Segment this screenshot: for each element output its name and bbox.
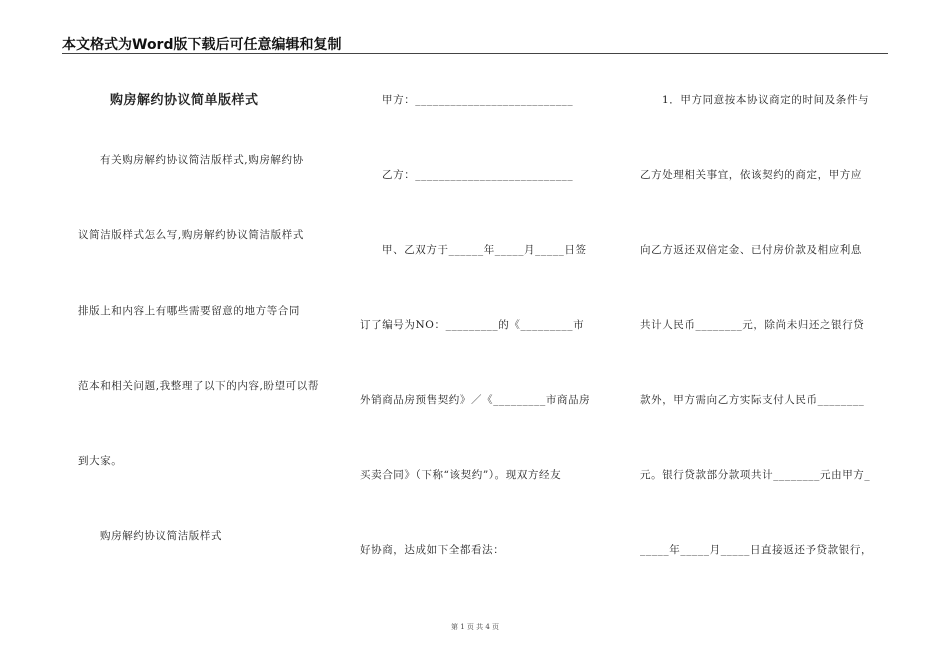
- column2-line: 外销商品房预售契约》／《_________市商品房: [360, 394, 591, 406]
- column3-line: 元。银行贷款部分款项共计________元由甲方_: [640, 469, 871, 481]
- column2-line: 订了编号为NO：_________的《_________市: [360, 319, 585, 331]
- column3-line: _____年_____月_____日直接返还予贷款银行，: [640, 544, 873, 556]
- header-divider: [62, 53, 888, 54]
- page-number-footer: 第 1 页 共 4 页: [450, 623, 500, 631]
- column2-line: 好协商，达成如下全都看法：: [360, 544, 505, 556]
- column2-line: 买卖合同》（下称“该契约”）。现双方经友: [360, 469, 562, 481]
- document-banner: 本文格式为Word版下载后可任意编辑和复制: [62, 37, 342, 53]
- column1-line: 购房解约协议简洁版样式: [100, 530, 223, 542]
- column1-line: 范本和相关问题,我整理了以下的内容,盼望可以帮: [78, 380, 319, 392]
- column2-line: 甲方：___________________________: [382, 94, 574, 106]
- document-title: 购房解约协议简单版样式: [110, 93, 259, 108]
- column3-line: 1．甲方同意按本协议商定的时间及条件与: [662, 94, 870, 106]
- column2-line: 乙方：___________________________: [382, 169, 574, 181]
- column3-line: 乙方处理相关事宜，依该契约的商定，甲方应: [640, 169, 862, 181]
- column3-line: 共计人民币________元，除尚未归还之银行贷: [640, 319, 865, 331]
- column3-line: 款外，甲方需向乙方实际支付人民币________: [640, 394, 865, 406]
- column1-line: 有关购房解约协议简洁版样式,购房解约协: [100, 154, 304, 166]
- column1-line: 议简洁版样式怎么写,购房解约协议简洁版样式: [78, 229, 304, 241]
- column3-line: 向乙方返还双倍定金、已付房价款及相应利息: [640, 244, 862, 256]
- column1-line: 到大家。: [78, 455, 123, 467]
- column1-line: 排版上和内容上有哪些需要留意的地方等合同: [78, 305, 300, 317]
- column2-line: 甲、乙双方于______年_____月_____日签: [382, 244, 587, 256]
